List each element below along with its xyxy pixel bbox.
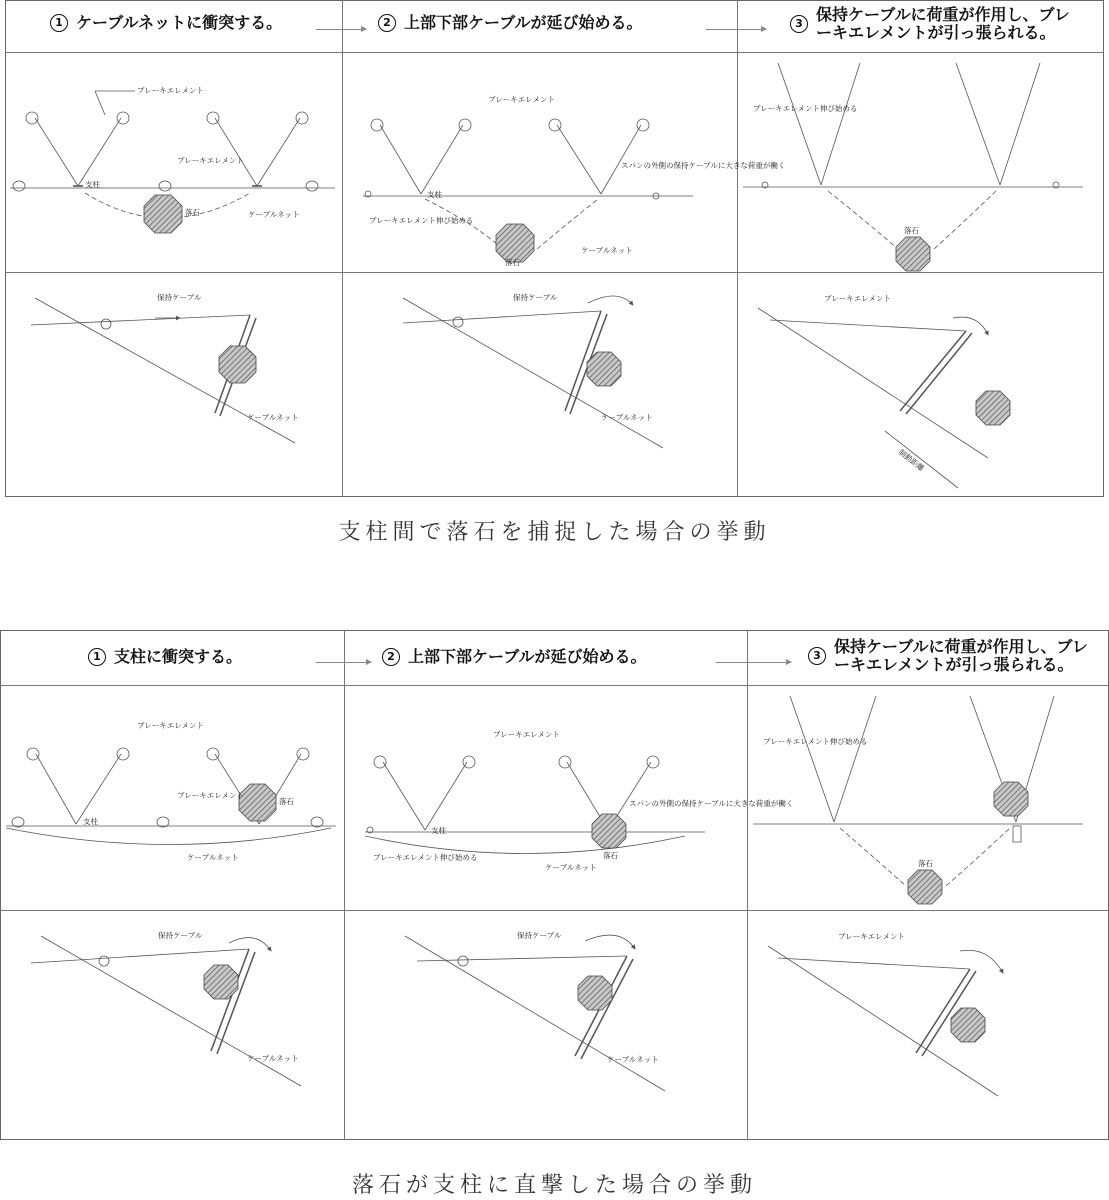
step-number: 2 [378,14,396,32]
rock [896,237,930,271]
label-rock: 落石 [505,258,520,267]
label-holding-cable: 保持ケーブル [157,293,202,302]
anchor-ring [371,119,383,131]
step-arrow [316,29,366,30]
label-brake-extends: ブレーキエレメント伸び始める [369,216,474,225]
s2-bottom-panel-1 [1,911,344,1139]
label-brake-element: ブレーキエレメント [488,95,555,104]
step-3-header [808,638,1098,675]
s1-bottom-panel-2 [343,273,737,495]
label-rock: 落石 [603,851,618,860]
label-rock: 落石 [279,797,294,806]
rock [219,346,256,383]
step-1-header [50,14,330,32]
rock [144,195,182,233]
step-text: 保持ケーブルに荷重が作用し、ブレーキエレメントが引っ張られる。 [816,5,1070,43]
label-note: スパンの外側の保持ケーブルに大きな荷重が働く [621,161,786,170]
rock [592,814,626,848]
label-note: スパンの外側の保持ケーブルに大きな荷重が働く [629,799,794,808]
step-number: 3 [808,647,826,665]
anchor-ring [27,748,39,760]
label-rock: 落石 [918,859,933,868]
step-2-header [378,14,708,32]
label-holding-cable: 保持ケーブル [158,931,203,940]
s1-top-panel-1 [5,53,342,272]
label-post: 支柱 [85,180,100,189]
rock [239,784,276,821]
label-cable-net: ケーブルネット [247,413,299,422]
section-2-caption: 落石が支柱に直撃した場合の挙動 [351,1173,757,1198]
label-rock: 落石 [185,208,200,217]
label-brake-element: ブレーキエレメント [177,156,244,165]
label-braking-distance: 制動距離 [896,447,926,474]
label-brake-element: ブレーキエレメント [137,721,204,730]
rock [951,1008,985,1042]
step-text: 上部下部ケーブルが延び始める。 [404,13,643,32]
s2-top-panel-2 [345,686,794,910]
step-text: 保持ケーブルに荷重が作用し、ブレーキエレメントが引っ張られる。 [834,637,1088,675]
brake-ring [157,817,169,827]
label-post: 支柱 [83,817,98,826]
label-holding-cable: 保持ケーブル [513,293,558,302]
step-number: 1 [50,14,68,32]
label-cable-net: ケーブルネット [607,1055,659,1064]
step-text: ケーブルネットに衝突する。 [76,13,283,32]
rock [908,870,942,904]
section-2 [0,630,1109,1200]
rock [587,352,621,386]
step-3-header [790,6,1080,43]
label-cable-net: ケーブルネット [187,853,239,862]
label-brake-element: ブレーキエレメント [177,791,244,800]
rock [976,391,1010,425]
s2-bottom-panel-3 [748,911,1108,1139]
label-brake-element: ブレーキエレメント [493,730,560,739]
label-rock: 落石 [904,226,919,235]
rock [994,782,1028,816]
label-brake-extends: ブレーキエレメント伸び始める [373,853,478,862]
s2-bottom-panel-2 [345,911,747,1139]
s1-top-panel-3 [738,53,1104,272]
step-arrow [706,29,766,30]
label-holding-cable: 保持ケーブル [517,931,562,940]
step-arrow [716,662,791,663]
step-1-header [88,648,328,666]
anchor-ring [374,756,386,768]
brake-ring [13,181,25,191]
label-cable-net: ケーブルネット [601,413,653,422]
label-cable-net: ケーブルネット [247,1054,299,1063]
brake-ring [159,181,171,191]
step-number: 3 [790,15,808,33]
label-brake-element: ブレーキエレメント [838,932,905,941]
section-1-caption: 支柱間で落石を捕捉した場合の挙動 [338,520,771,545]
step-number: 1 [88,648,106,666]
step-text: 上部下部ケーブルが延び始める。 [408,647,647,666]
label-cable-net: ケーブルネット [248,210,300,219]
anchor-ring [26,112,38,124]
label-brake-extends: ブレーキエレメント伸び始める [763,737,868,746]
label-cable-net: ケーブルネット [545,863,597,872]
s2-top-panel-1 [1,686,344,910]
rock [496,224,534,262]
step-2-header [382,648,722,666]
brake-ring [306,181,318,191]
anchor-ring [117,748,129,760]
label-cable-net: ケーブルネット [581,246,633,255]
rock [204,965,238,999]
brake-ring [311,817,323,827]
label-post: 支柱 [431,826,446,835]
anchor-ring [549,119,561,131]
label-brake-extends: ブレーキエレメント伸び始める [753,104,858,113]
label-post: 支柱 [427,190,442,199]
label-brake-element: ブレーキエレメント [824,294,891,303]
s1-bottom-panel-3 [738,273,1104,495]
label-brake-element: ブレーキエレメント [137,86,204,95]
section-1 [0,0,1109,560]
s1-top-panel-2 [343,53,786,272]
brake-ring [12,817,24,827]
s2-top-panel-3 [748,686,1108,910]
step-text: 支柱に衝突する。 [114,647,243,666]
s1-bottom-panel-1 [5,273,342,495]
rock [578,976,612,1010]
step-number: 2 [382,648,400,666]
step-arrow [316,662,371,663]
